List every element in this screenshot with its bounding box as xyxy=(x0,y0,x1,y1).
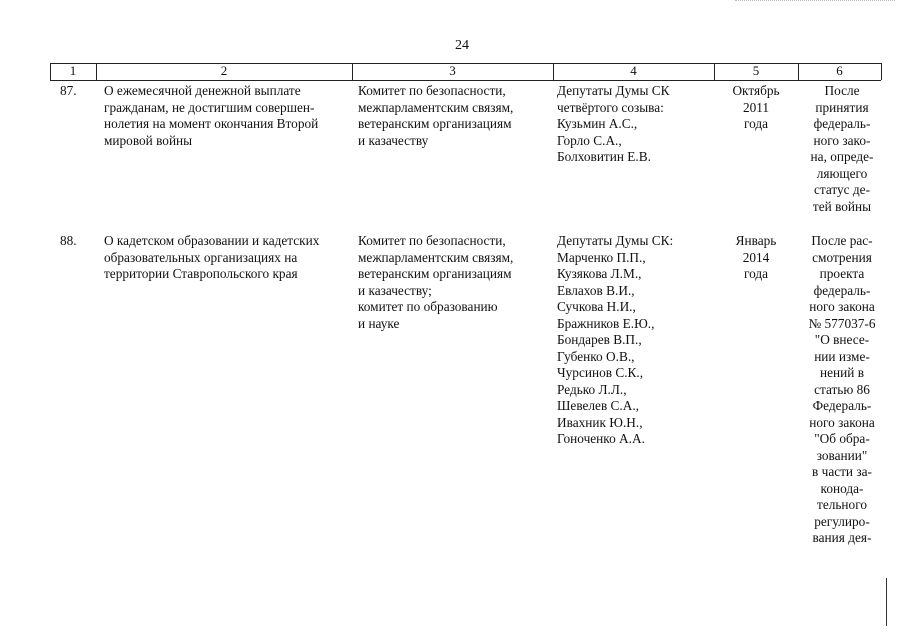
row-number: 87. xyxy=(60,83,77,98)
column-header: 1 xyxy=(69,63,77,78)
bill-title: О кадетском образовании и кадетских образовательных организациях на территории Ставропольского края xyxy=(104,233,320,281)
responsible-committee: Комитет по безопасности, межпарламентским связям, ветеранским организациям и казачеству; комитет по образованию и науке xyxy=(358,233,514,331)
bill-title: О ежемесячной денежной выплате гражданам, не достигшим совершен- нолетия на момент окончания Второй мировой войны xyxy=(104,83,319,148)
submission-date: Октябрь 2011 года xyxy=(732,83,780,131)
column-header: 2 xyxy=(220,63,228,78)
submission-date: Январь 2014 года xyxy=(735,233,777,281)
table-header-bottom-border xyxy=(50,80,881,81)
page-number: 24 xyxy=(455,38,469,53)
bill-authors: Депутаты Думы СК: Марченко П.П., Кузякова Л.М., Евлахов В.И., Сучкова Н.И., Бражников Е.Ю., Бондарев В.П., Губенко О.В., Чурсинов С.К., Редько Л.Л., Шевелев С.А., Ивахник Ю.Н., Гоноченко А.А. xyxy=(557,233,674,446)
column-header: 4 xyxy=(630,63,637,78)
bill-authors: Депутаты Думы СК четвёртого созыва: Кузьмин А.С., Горло С.А., Болховитин Е.В. xyxy=(557,83,670,164)
column-header: 5 xyxy=(752,63,760,78)
column-header: 3 xyxy=(449,63,456,78)
table-header-divider xyxy=(881,63,882,80)
scan-margin-line xyxy=(886,578,887,626)
row-number: 88. xyxy=(60,233,77,248)
responsible-committee: Комитет по безопасности, межпарламентским связям, ветеранским организациям и казачеству xyxy=(358,83,514,148)
column-header: 6 xyxy=(836,63,843,78)
scan-artifact xyxy=(735,0,895,6)
consideration-stage: После рас- смотрения проекта федераль- ного закона № 577037-6 "О внесе- нии изме- нений в статью 86 Федераль- ного закона "Об обра- зовании" в части за- конода- тельного регулиро- вания дея- xyxy=(808,233,876,545)
consideration-stage: После принятия федераль- ного зако- на, опреде- ляющего статус де- тей войны xyxy=(810,83,874,214)
